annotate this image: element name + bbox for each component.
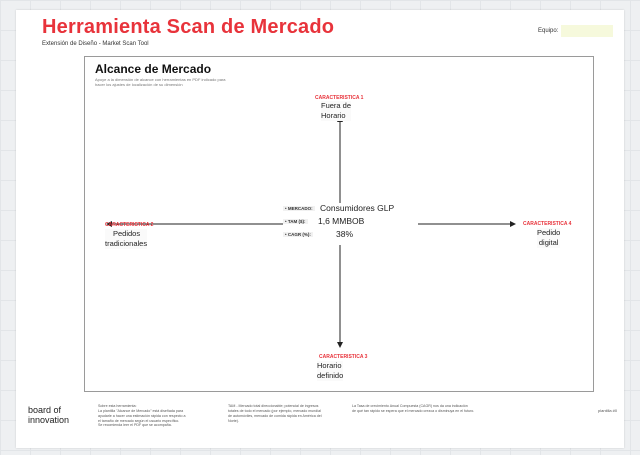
cagr-label: • CAGR (%):	[285, 232, 311, 237]
footer-line: La plantilla "Alcance de Mercado" está diseñada para	[98, 408, 184, 413]
board-of-innovation-logo	[28, 406, 69, 426]
footer-line: La Tasa de crecimiento Anual Compuesta (CAGR) nos da una indicación	[352, 404, 468, 408]
characteristic-3-value[interactable]	[317, 361, 343, 381]
characteristic-1-line: Horario	[321, 110, 346, 120]
panel-description-line: Apoye a la dimensión de alcance con herramientas en PDF indicado para	[95, 77, 226, 82]
footer-line: totales de todo el mercado (por ejemplo, mercado mundial	[228, 408, 321, 413]
page-title: Herramienta Scan de Mercado	[42, 16, 335, 38]
team-input[interactable]	[561, 25, 613, 37]
footer-line: Norte).	[228, 418, 239, 423]
characteristic-4-value[interactable]	[537, 228, 560, 248]
characteristic-3-line: Horario	[317, 361, 342, 370]
footer-line: Se recomienda leer el PDF que se acompaña.	[98, 423, 172, 428]
tam-value[interactable]: 1,6 MMBOB	[318, 216, 365, 226]
cagr-row	[283, 229, 418, 241]
tam-label: • TAM ($):	[285, 219, 306, 224]
characteristic-2-line: tradicionales	[105, 238, 148, 248]
panel-description-line: hacer los ajustes de localización de su dimensión	[95, 82, 183, 87]
team-label: Equipo:	[538, 28, 559, 34]
characteristic-4-label: CARACTERISTICA 4	[523, 221, 572, 227]
characteristic-1-value[interactable]	[321, 101, 351, 121]
characteristic-1-label: CARACTERISTICA 1	[315, 95, 364, 101]
logo-line: innovation	[28, 414, 70, 425]
footer-tam-text	[228, 404, 346, 423]
footer-line: Sobre esta herramienta:	[98, 404, 137, 408]
cagr-value[interactable]: 38%	[336, 229, 354, 239]
footer-about-text	[98, 404, 216, 428]
characteristic-1-line: Fuera de	[321, 101, 352, 110]
whiteboard-sheet	[16, 10, 624, 448]
market-scope-panel	[84, 56, 594, 392]
characteristic-4-line: digital	[538, 237, 559, 247]
characteristic-3-line: definido	[317, 370, 344, 380]
characteristic-2-label: CARACTERISTICA 2	[105, 222, 154, 228]
market-value[interactable]: Consumidores GLP	[320, 203, 395, 213]
footer-line: ayudarle a hacer una estimación rápida con respecto a	[98, 413, 186, 418]
characteristic-2-line: Pedidos	[113, 229, 141, 238]
footer-cagr-text	[352, 404, 502, 414]
footer-line: TAM - Mercado total direccionable; potencial de ingresos	[228, 404, 319, 408]
characteristic-4-line: Pedido	[537, 228, 561, 237]
market-summary-box	[283, 203, 418, 245]
market-row	[283, 203, 418, 215]
footer-line: el tamaño de mercado según el usuario específico.	[98, 418, 180, 423]
footer-line: de qué tan rápido se espera que el mercado crezca o disminuya en el futuro.	[352, 408, 475, 413]
logo-line: board of	[28, 405, 62, 415]
panel-title: Alcance de Mercado	[95, 62, 212, 76]
page-subtitle: Extensión de Diseño - Market Scan Tool	[42, 41, 149, 47]
footer-line: de automóviles, mercado de comida rápida en América del	[228, 413, 322, 418]
characteristic-3-label: CARACTERISTICA 3	[319, 354, 368, 360]
market-label: • MERCADO:	[285, 206, 313, 211]
tam-row	[283, 216, 418, 228]
characteristic-2-value[interactable]	[105, 229, 147, 249]
page-number: plantilla #0	[598, 408, 618, 413]
